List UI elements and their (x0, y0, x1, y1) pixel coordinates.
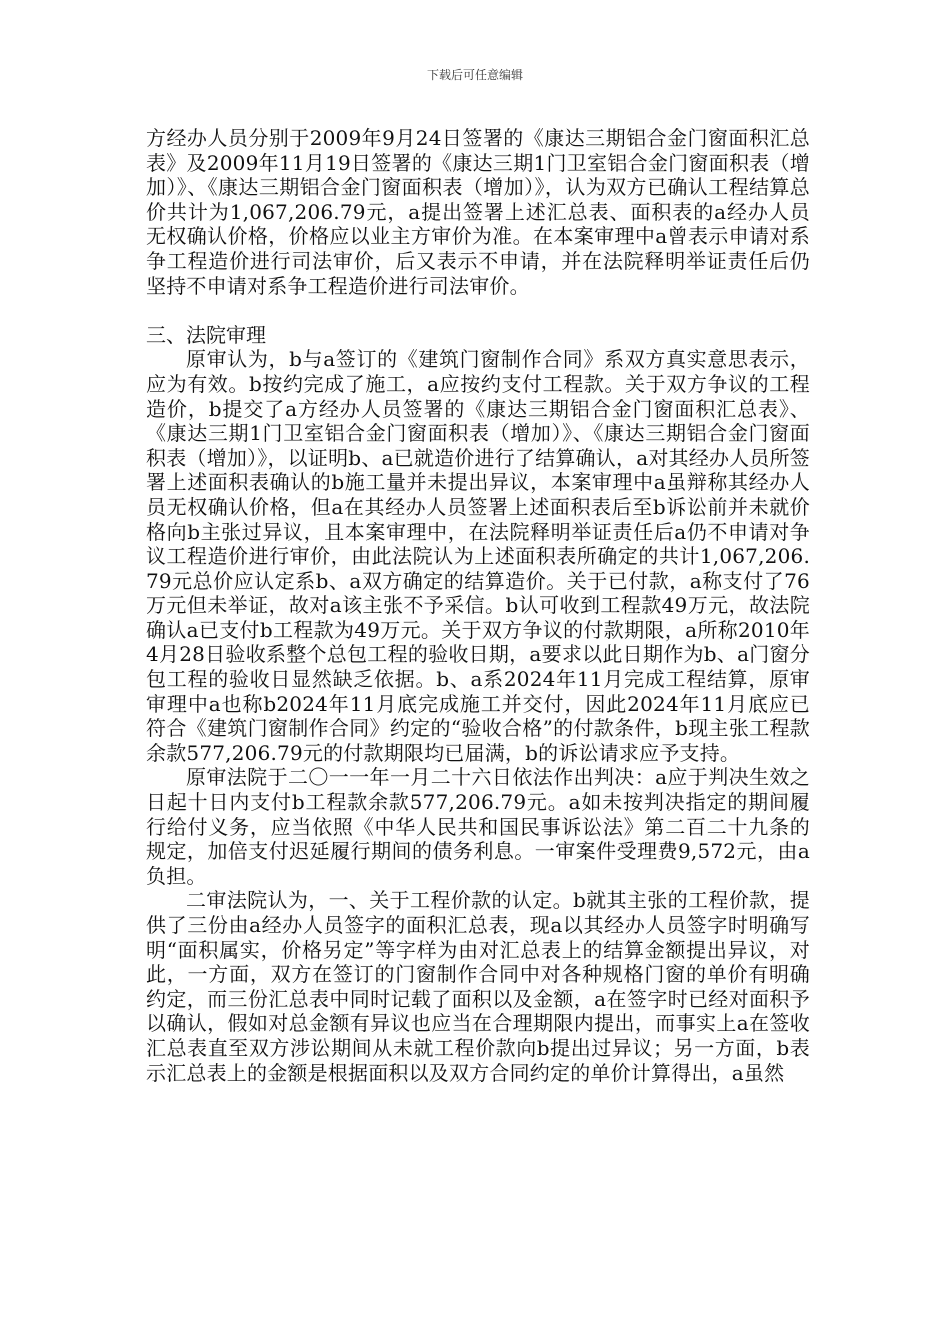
section-heading: 三、法院审理 (146, 322, 266, 347)
header-note: 下载后可任意编辑 (426, 68, 523, 82)
document-body (146, 126, 810, 1085)
blank-line (146, 298, 810, 323)
paragraph-2: 原审认为，b与a签订的《建筑门窗制作合同》系双方真实意思表示，应为有效。b按约完成了施工，a应按约支付工程款。关于双方争议的工程造价，b提交了a方经办人员签署的《康达三期铝合金门窗面积汇总表》、《康达三期1门卫室铝合金门窗面积表（增加）》、《康达三期铝合金门窗面积表（增加）》，以证明b、a已就造价进行了结算确认，a对其经办人员所签署上述面积表确认的b施工量并未提出异议，本案审理中a虽辩称其经办人员无权确认价格，但a在其经办人员签署上述面积表后至b诉讼前并未就价格向b主张过异议，且本案审理中，在法院释明举证责任后a仍不申请对争议工程造价进行审价，由此法院认为上述面积表所确定的共计1,067,206.79元总价应认定系b、a双方确定的结算造价。关于已付款，a称支付了76万元但未举证，故对a该主张不予采信。b认可收到工程款49万元，故法院确认a已支付b工程款为49万元。关于双方争议的付款期限，a所称2010年4月28日验收系整个总包工程的验收日期，a要求以此日期作为b、a门窗分包工程的验收日显然缺乏依据。b、a系2024年11月完成工程结算，原审审理中a也称b2024年11月底完成施工并交付，因此2024年11月底应已符合《建筑门窗制作合同》约定的“验收合格”的付款条件，b现主张工程款余款577,206.79元的付款期限均已届满，b的诉讼请求应予支持。 (146, 347, 810, 765)
paragraph-4: 二审法院认为，一、关于工程价款的认定。b就其主张的工程价款，提供了三份由a经办人员签字的面积汇总表，现a以其经办人员签字时明确写明“面积属实，价格另定”等字样为由对汇总表上的结算金额提出异议，对此，一方面，双方在签订的门窗制作合同中对各种规格门窗的单价有明确约定，而三份汇总表中同时记载了面积以及金额，a在签字时已经对面积予以确认，假如对总金额有异议也应当在合理期限内提出，而事实上a在签收汇总表直至双方涉讼期间从未就工程价款向b提出过异议；另一方面，b表示汇总表上的金额是根据面积以及双方合同约定的单价计算得出，a虽然 (146, 888, 810, 1085)
paragraph-3: 原审法院于二〇一一年一月二十六日依法作出判决：a应于判决生效之日起十日内支付b工程款余款577,206.79元。a如未按判决指定的期间履行给付义务，应当依照《中华人民共和国民事诉讼法》第二百二十九条的规定，加倍支付迟延履行期间的债务利息。一审案件受理费9,572元，由a负担。 (146, 765, 810, 888)
paragraph-1: 方经办人员分别于2009年9月24日签署的《康达三期铝合金门窗面积汇总表》及2009年11月19日签署的《康达三期1门卫室铝合金门窗面积表（增加）》、《康达三期铝合金门窗面积表（增加）》，认为双方已确认工程结算总价共计为1,067,206.79元，a提出签署上述汇总表、面积表的a经办人员无权确认价格，价格应以业主方审价为准。在本案审理中a曾表示申请对系争工程造价进行司法审价，后又表示不申请，并在法院释明举证责任后仍坚持不申请对系争工程造价进行司法审价。 (146, 126, 810, 298)
